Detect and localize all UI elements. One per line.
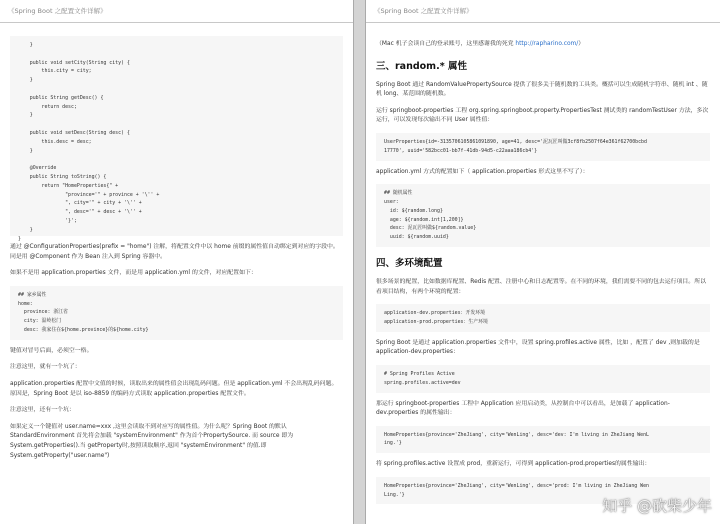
right-page	[366, 0, 720, 524]
code-block-yml: ## 随机属性 user: id: ${random.long} age: ${random.int[1,200]} desc: 泥瓦匠叫做${random.value} uuid: ${random.uuid}	[376, 184, 710, 247]
paragraph: 将 spring.profiles.active 设置成 prod，重新运行，可得到 application-prod.properties的属性输出：	[376, 461, 651, 468]
left-page-content	[10, 36, 343, 468]
code-block-env-files: application-dev.properties：开发环境 application-prod.properties：生产环境	[376, 304, 710, 332]
code-block-yml: ## 家乡属性 home: province: 浙江省 city: 温岭松门 desc: 我家住在${home.province}的${home.city}	[10, 286, 343, 340]
paragraph: Spring Boot 通过 RandomValuePropertySource 提供了很多关于随机数的工具类。概括可以生成随机字符串、随机 int 、随机 long、某范围的随机数。	[376, 81, 708, 98]
paragraph-text: （Mac 机子会读自己的登录账号，这里感谢我的死党	[376, 41, 516, 47]
paragraph: 通过 @ConfigurationProperties(prefix = "home") 注解，将配置文件中以 home 前缀的属性值自动绑定到对应的字段中。同是用 @Component 作为 Bean 注入到 Spring 容器中。	[10, 244, 339, 260]
code-block-java: } public void setCity(String city) { this.city = city; } public String getDesc() { return desc; } public void setDesc(String desc) { this.desc = desc; } @Override public String toString() { return "HomeProperties{" + "province='" + province + '\'' + ", city='" + city + '\'' + ", desc='" + desc + '\'' + '}'; } }	[10, 36, 343, 236]
paragraph-with-link	[376, 40, 710, 50]
paragraph: 那运行 springboot-properties 工程中 Application 应用启动类，从控制台中可以看出，是加载了 application-dev.properties 的属性输出：	[376, 400, 670, 417]
right-page-content	[376, 40, 710, 511]
watermark: 知乎 @砍柴少年	[602, 497, 712, 515]
paragraph: 如果定义一个键值对 user.name=xxx ,这里会读取不到对应写的属性值。为什么呢？Spring Boot 的默认 StandardEnvironment 首先将会加载 "systemEnvironment" 作为首个PropertySource. 而 source 即为System.getProperties().当 getProperty时,按照读取顺序,返回 "systemEnvironment" 的值.即 System.getProperty("user.name")	[10, 423, 294, 459]
right-page-header: 《Spring Boot 之配置文件详解》	[366, 0, 720, 23]
paragraph: 运行 springboot-properties 工程 org.spring.springboot.property.PropertiesTest 测试类的 randomTestUser 方法，多次运行，可以发现每次输出不同 User 属性值：	[376, 107, 709, 124]
code-block-dev-output: HomeProperties{province='ZheJiang', city='WenLing', desc='dev: I'm living in ZheJiang WenL ing.'}	[376, 426, 710, 454]
paragraph: 如果不是用 application.properties 文件，而是用 application.yml 的文件，对应配置如下：	[10, 270, 257, 277]
left-page	[0, 0, 353, 524]
code-block-output: UserProperties{id=-3135706105861091890, age=41, desc='泥瓦匠叫做3cf8fb2507f64e361f62700bcbd 17770', uuid='582bcc01-bb7f-41db-94d5-c22aaa186cb4'}	[376, 133, 710, 161]
paragraph: 注意这里，就有一个坑了：	[10, 364, 81, 371]
paragraph: 键值对冒号后面，必须空一格。	[10, 347, 93, 354]
paragraph: application.yml 方式的配置如下（ application.properties 形式这里不写了）：	[376, 168, 589, 175]
paragraph: application.properties 配置中文值的时候，读取出来的属性值会出现乱码问题。但是 application.yml 不会出现乱码问题。原因是，Spring Boot 是以 iso-8859 的编码方式读取 application.properties 配置文件。	[10, 380, 338, 397]
code-block-prod-output: HomeProperties{province='ZheJiang', city='WenLing', desc='prod: I'm living in ZheJiang Wen Ling.'}	[376, 477, 710, 505]
paragraph: 很多场景的配置，比如数据库配置、Redis 配置、注册中心和日志配置等。在不同的环境，我们需要不同的包去运行项目。所以看项目结构，有两个环境的配置：	[376, 278, 706, 295]
paragraph: Spring Boot 是通过 application.properties 文件中，设置 spring.profiles.active 属性，比如 ，配置了 dev ,则加载的是 application-dev.properties：	[376, 339, 700, 356]
section-heading-random: 三、random.* 属性	[376, 60, 467, 72]
rapharino-link[interactable]: http://rapharino.com/	[515, 41, 579, 47]
paragraph-text: ）	[578, 41, 585, 47]
code-block-profile: # Spring Profiles Active spring.profiles.active=dev	[376, 365, 710, 393]
page-gutter	[353, 0, 366, 524]
left-page-header: 《Spring Boot 之配置文件详解》	[0, 0, 353, 23]
section-heading-multi-env: 四、多环境配置	[376, 257, 443, 269]
paragraph: 注意这里，还有一个坑：	[10, 407, 75, 414]
